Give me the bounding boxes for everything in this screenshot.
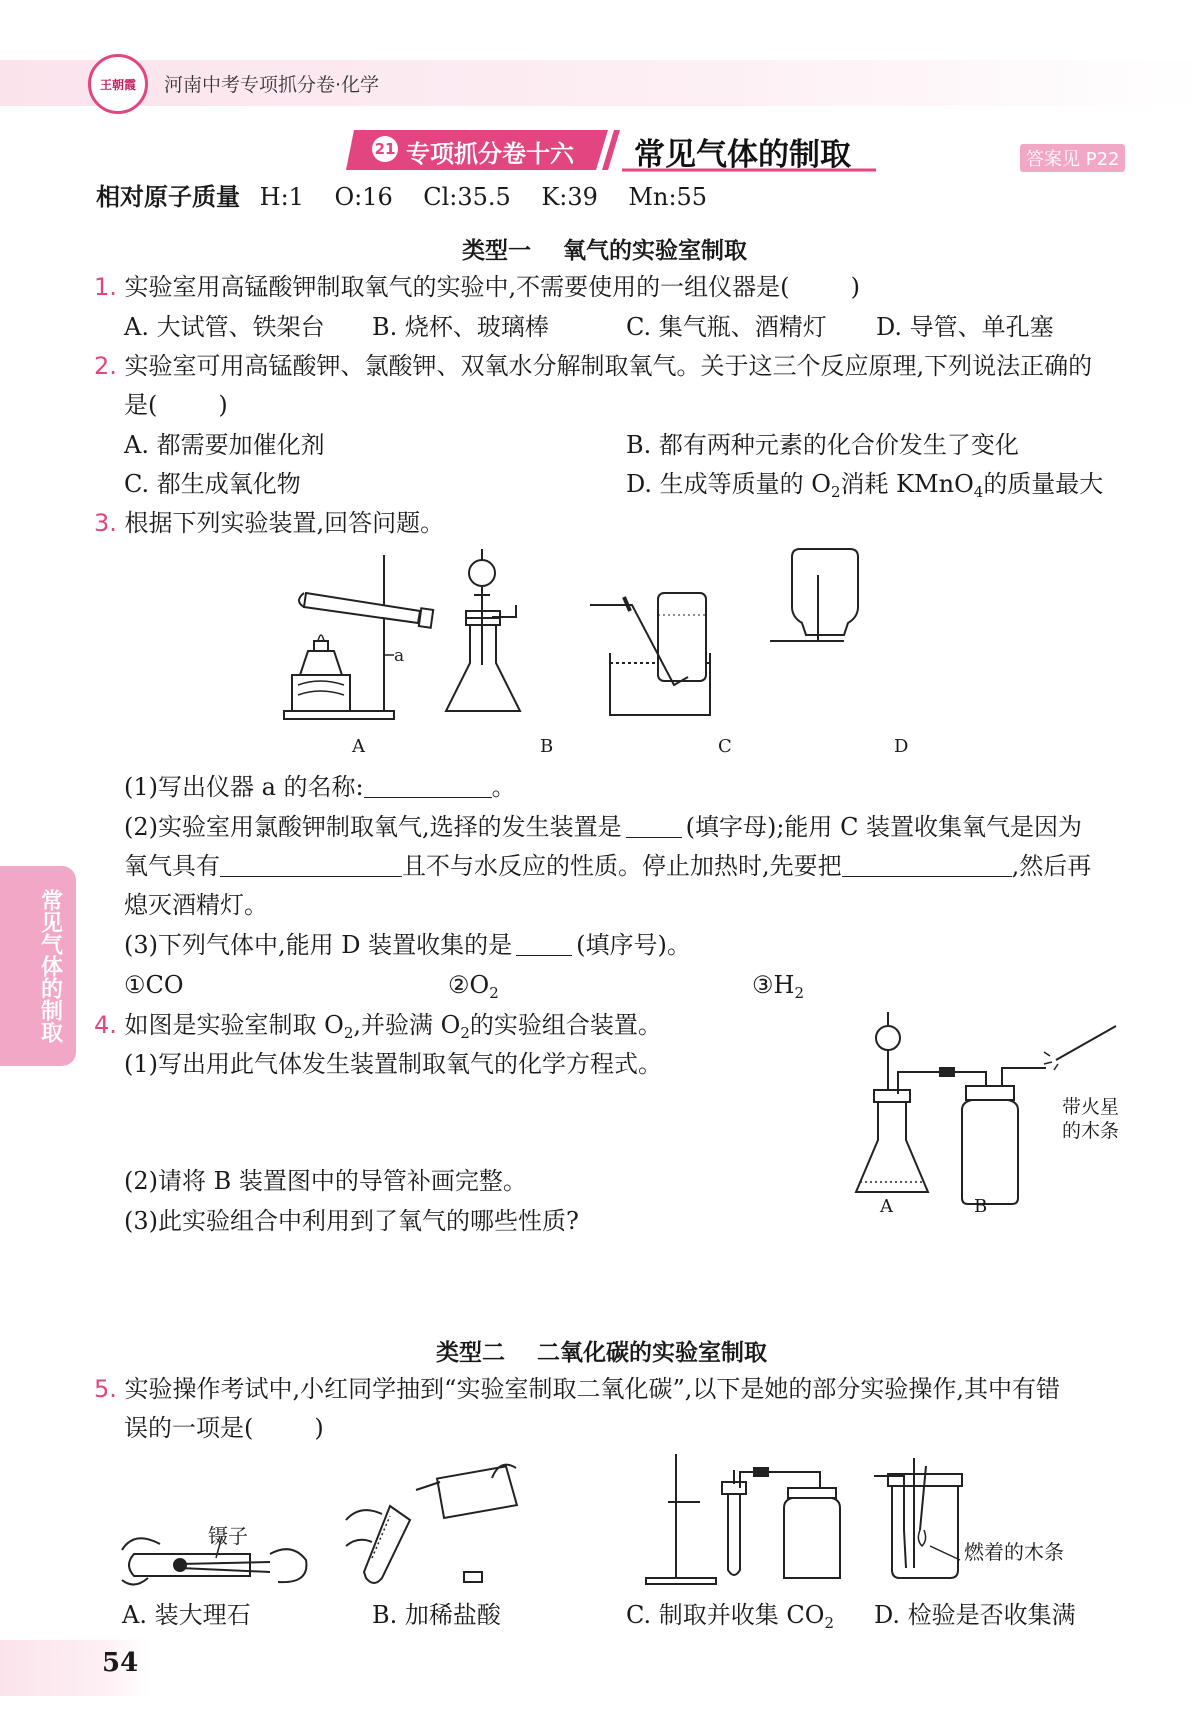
q1-stem [94, 270, 860, 304]
q2-option-d-mid: 消耗 KMnO [840, 470, 974, 498]
atomic-masses-label: 相对原子质量 [96, 183, 240, 211]
q2-option-c: C. 都生成氧化物 [124, 470, 301, 498]
q5-figures [120, 1450, 1100, 1590]
q3-part-2-line3: 熄灭酒精灯。 [124, 891, 268, 919]
q5-caption-b-text: B. 加稀盐酸 [372, 1601, 501, 1629]
q5-stem-line1: 实验操作考试中,小红同学抽到“实验室制取二氧化碳”,以下是她的部分实验操作,其中有错 [124, 1375, 1060, 1403]
q3-choice-2-sub: 2 [489, 984, 499, 1002]
q4-part-1: (1)写出用此气体发生装置制取氧气的化学方程式。 [124, 1050, 662, 1078]
section-2-title: 类型二 二氧化碳的实验室制取 [436, 1340, 768, 1366]
section-1-title: 类型一 氧气的实验室制取 [462, 238, 748, 264]
q5-tweezers-label: 镊子 [208, 1524, 248, 1548]
q3-answer-blank-1[interactable] [364, 776, 492, 798]
q5-caption-d [874, 1598, 1076, 1632]
q5-caption-c-text: C. 制取并收集 CO [626, 1601, 825, 1629]
q3-part-2-line1 [124, 810, 1082, 844]
q1-option-d: D. 导管、单孔塞 [876, 313, 1054, 341]
paper-number-badge [372, 136, 398, 162]
atomic-masses [96, 180, 707, 214]
q5-figure-b-drawing [346, 1465, 517, 1583]
q5-figure-d-drawing [874, 1458, 962, 1578]
series-title: 河南中考专项抓分卷·化学 [164, 74, 380, 96]
q5-stem-line2: 误的一项是( ) [124, 1414, 324, 1442]
q2-number: 2. [94, 352, 117, 380]
q3-number: 3. [94, 509, 117, 537]
page-title: 常见气体的制取 [634, 137, 851, 173]
paper-number: 21 [374, 140, 396, 158]
q5-burning-splint-label: 燃着的木条 [964, 1540, 1064, 1564]
apparatus-label-c: C [718, 736, 732, 757]
q5-number: 5. [94, 1375, 117, 1403]
q3-part-3 [124, 928, 691, 962]
q3-answer-blank-4[interactable] [842, 855, 1012, 877]
q2-option-b: B. 都有两种元素的化合价发生了变化 [626, 431, 1019, 459]
side-tab [0, 866, 76, 1066]
q2-stem-line1: 实验室可用高锰酸钾、氯酸钾、双氧水分解制取氧气。关于这三个反应原理,下列说法正确的 [124, 352, 1093, 380]
q4-stem-sub2: 2 [460, 1024, 470, 1042]
q3-part-2-text-e: ,然后再 [1011, 852, 1092, 880]
q5-caption-b [372, 1598, 501, 1632]
apparatus-d-drawing [770, 549, 858, 641]
apparatus-label-b: B [540, 736, 554, 757]
q3-part-1-text: (1)写出仪器 a 的名称: [124, 773, 364, 801]
q1-number: 1. [94, 273, 117, 301]
q5-figure-c-drawing [646, 1454, 840, 1584]
q1-option-a: A. 大试管、铁架台 [124, 313, 325, 341]
q2-option-d-suffix: 的质量最大 [983, 470, 1104, 498]
q2-option-d-sub2: 4 [973, 483, 984, 501]
q5-caption-a-text: A. 装大理石 [122, 1601, 251, 1629]
q3-part-2-text-a: (2)实验室用氯酸钾制取氧气,选择的发生装置是 [124, 813, 622, 841]
q1-option-b: B. 烧杯、玻璃棒 [372, 313, 549, 341]
q4-stem [94, 1008, 662, 1050]
q2-option-d-sub1: 2 [830, 483, 841, 501]
q2-option-d [626, 467, 1103, 509]
q2-option-d-prefix: D. 生成等质量的 O [626, 470, 831, 498]
q3-part-1-end: 。 [491, 773, 516, 801]
logo-text: 王朝霞 [99, 77, 136, 92]
q3-stem [94, 506, 444, 540]
q3-stem-text: 根据下列实验装置,回答问题。 [124, 509, 445, 537]
q3-part-2-text-d: 且不与水反应的性质。停止加热时,先要把 [402, 852, 842, 880]
q3-part-2-text-b: (填字母);能用 C 装置收集氧气是因为 [685, 813, 1083, 841]
q4-figure-note-1: 带火星 [1062, 1096, 1120, 1118]
q4-stem-b: ,并验满 O [353, 1011, 461, 1039]
q3-answer-blank-5[interactable] [516, 934, 572, 956]
q5-caption-a [122, 1598, 251, 1632]
q2-stem [94, 349, 1092, 383]
logo [88, 54, 148, 114]
q3-choice-3-text: ③H [752, 971, 795, 999]
q1-stem-text: 实验室用高锰酸钾制取氧气的实验中,不需要使用的一组仪器是( ) [124, 273, 860, 301]
q5-stem [94, 1372, 1060, 1406]
q5-caption-d-text: D. 检验是否收集满 [874, 1601, 1076, 1629]
q3-choice-1-text: ①CO [124, 971, 184, 999]
apparatus-b-drawing [446, 549, 520, 711]
q3-choice-2 [448, 968, 499, 1010]
q3-answer-blank-2[interactable] [626, 816, 682, 838]
q4-part-2: (2)请将 B 装置图中的导管补画完整。 [124, 1167, 527, 1195]
q5-caption-c-sub: 2 [824, 1614, 834, 1632]
q4-figure-label-a: A [880, 1196, 893, 1217]
apparatus-a-drawing [284, 555, 433, 719]
q2-option-a: A. 都需要加催化剂 [124, 431, 325, 459]
q1-option-c: C. 集气瓶、酒精灯 [626, 313, 827, 341]
q4-stem-sub1: 2 [343, 1024, 354, 1042]
q4-stem-c: 的实验组合装置。 [469, 1011, 662, 1039]
q4-figure-note-2: 的木条 [1062, 1120, 1120, 1142]
apparatus-label-d: D [894, 736, 909, 757]
paper-label: 专项抓分卷十六 [406, 140, 574, 168]
apparatus-c-drawing [590, 593, 710, 715]
q4-number: 4. [94, 1011, 117, 1039]
q3-part-2-text-c: 氧气具有 [124, 852, 220, 880]
q3-apparatus-figure [270, 545, 970, 745]
q3-part-3-text-a: (3)下列气体中,能用 D 装置收集的是 [124, 931, 513, 959]
apparatus-label-a: A [352, 736, 365, 757]
side-tab-text: 常见气体的制取 [37, 889, 63, 1043]
atomic-masses-values: H:1 O:16 Cl:35.5 K:39 Mn:55 [259, 183, 708, 211]
answer-reference: 答案见 P22 [1020, 144, 1125, 172]
q3-choice-3-sub: 2 [794, 984, 804, 1002]
q3-part-2-line2 [124, 849, 1091, 883]
q4-figure-label-b: B [974, 1196, 988, 1217]
q5-caption-c [626, 1598, 834, 1640]
q4-part-3: (3)此实验组合中利用到了氧气的哪些性质? [124, 1207, 579, 1235]
q3-choice-1 [124, 968, 184, 1002]
apparatus-a-label-a: a [394, 646, 405, 666]
q3-part-1 [124, 770, 516, 804]
q3-choice-3 [752, 968, 804, 1010]
page-number: 54 [102, 1648, 139, 1678]
q3-part-3-text-b: (填序号)。 [576, 931, 691, 959]
q3-choice-2-text: ②O [448, 971, 490, 999]
q4-stem-a: 如图是实验室制取 O [124, 1011, 344, 1039]
q3-answer-blank-3[interactable] [220, 855, 402, 877]
q2-stem-line2: 是( ) [124, 391, 228, 419]
